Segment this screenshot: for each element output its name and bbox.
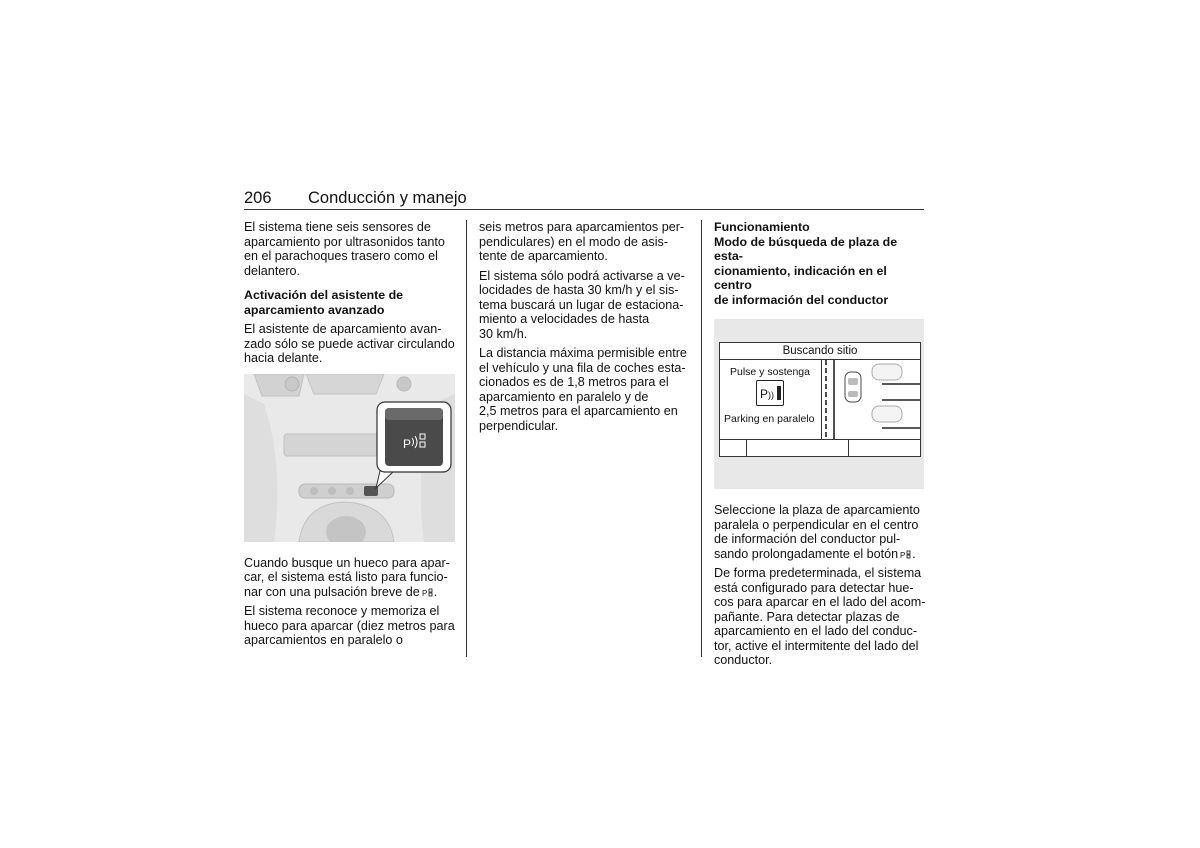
speed-paragraph: El sistema sólo podrá activarse a ve- locidades de hasta 30 km/h y el sis- tema buscará un lugar de estaciona- miento a velocidades de hasta 30 km/h. <box>479 268 685 341</box>
section-heading-operation: Funcionamiento <box>714 220 810 234</box>
display-screen <box>719 342 921 457</box>
column-1 <box>244 220 459 653</box>
page-number: 206 <box>244 189 272 207</box>
svg-text:P: P <box>900 550 906 559</box>
section-heading-activation: Activación del asistente de aparcamiento avanzado <box>244 288 404 317</box>
short-press-period: . <box>433 584 438 599</box>
activation-paragraph: El asistente de aparcamiento avan- zado sólo se puede activar circulando hacia delante. <box>244 322 455 365</box>
column-2 <box>479 220 691 438</box>
select-paragraph <box>714 503 926 561</box>
console-parking-button-figure <box>244 374 455 542</box>
short-press-text: Cuando busque un hueco para apar- car, el sistema está listo para funcio- nar con una pulsación breve de <box>244 555 450 599</box>
select-period: . <box>912 546 916 561</box>
column-3 <box>714 220 926 673</box>
page-title: Conducción y manejo <box>308 189 467 207</box>
display-softkey-bar <box>720 439 920 456</box>
page-header <box>244 187 924 210</box>
select-text: Seleccione la plaza de aparcamiento paralela o perpendicular en el centro de información del conductor pul- sando prolongadamente el botón <box>714 503 920 561</box>
svg-text:P: P <box>403 436 412 451</box>
column-divider <box>701 220 702 657</box>
distance-paragraph: La distancia máxima permisible entre el vehículo y una fila de coches esta- cionados es de 1,8 metros para el aparcamiento en paralelo y de 2,5 metros para el aparcamiento en perpendicular. <box>479 346 687 433</box>
parking-assist-icon <box>900 550 912 559</box>
memorize-paragraph: El sistema reconoce y memoriza el hueco para aparcar (diez metros para aparcamientos en paralelo o <box>244 604 455 647</box>
svg-text:P: P <box>421 588 428 597</box>
default-side-paragraph: De forma predeterminada, el sistema está configurado para detectar hue- cos para aparcar en el lado del acom- pañante. Para detectar plazas de aparcamiento en el lado del conduc- tor, active el intermitente del lado del conductor. <box>714 566 926 667</box>
mode-label: Parking en paralelo <box>724 413 815 425</box>
display-title: Buscando sitio <box>720 343 920 360</box>
press-hold-label: Pulse y sostenga <box>730 366 810 378</box>
parking-button-icon: P)) <box>756 380 784 406</box>
driver-info-display-figure <box>714 319 924 489</box>
ego-car-icon <box>845 372 861 402</box>
column-divider <box>466 220 467 657</box>
short-press-paragraph <box>244 556 459 600</box>
parking-assist-icon <box>422 588 434 597</box>
intro-paragraph: El sistema tiene seis sensores de aparcamiento por ultrasonidos tanto en el parachoques trasero como el delantero. <box>244 220 445 278</box>
continuation-paragraph: seis metros para aparcamientos per- pendiculares) en el modo de asis- tente de aparcamiento. <box>479 220 685 263</box>
parking-scene-graphic <box>822 360 920 439</box>
display-left-panel <box>720 360 822 439</box>
subheading-search-mode: Modo de búsqueda de plaza de esta- cionamiento, indicación en el centro de información del conductor <box>714 234 898 307</box>
